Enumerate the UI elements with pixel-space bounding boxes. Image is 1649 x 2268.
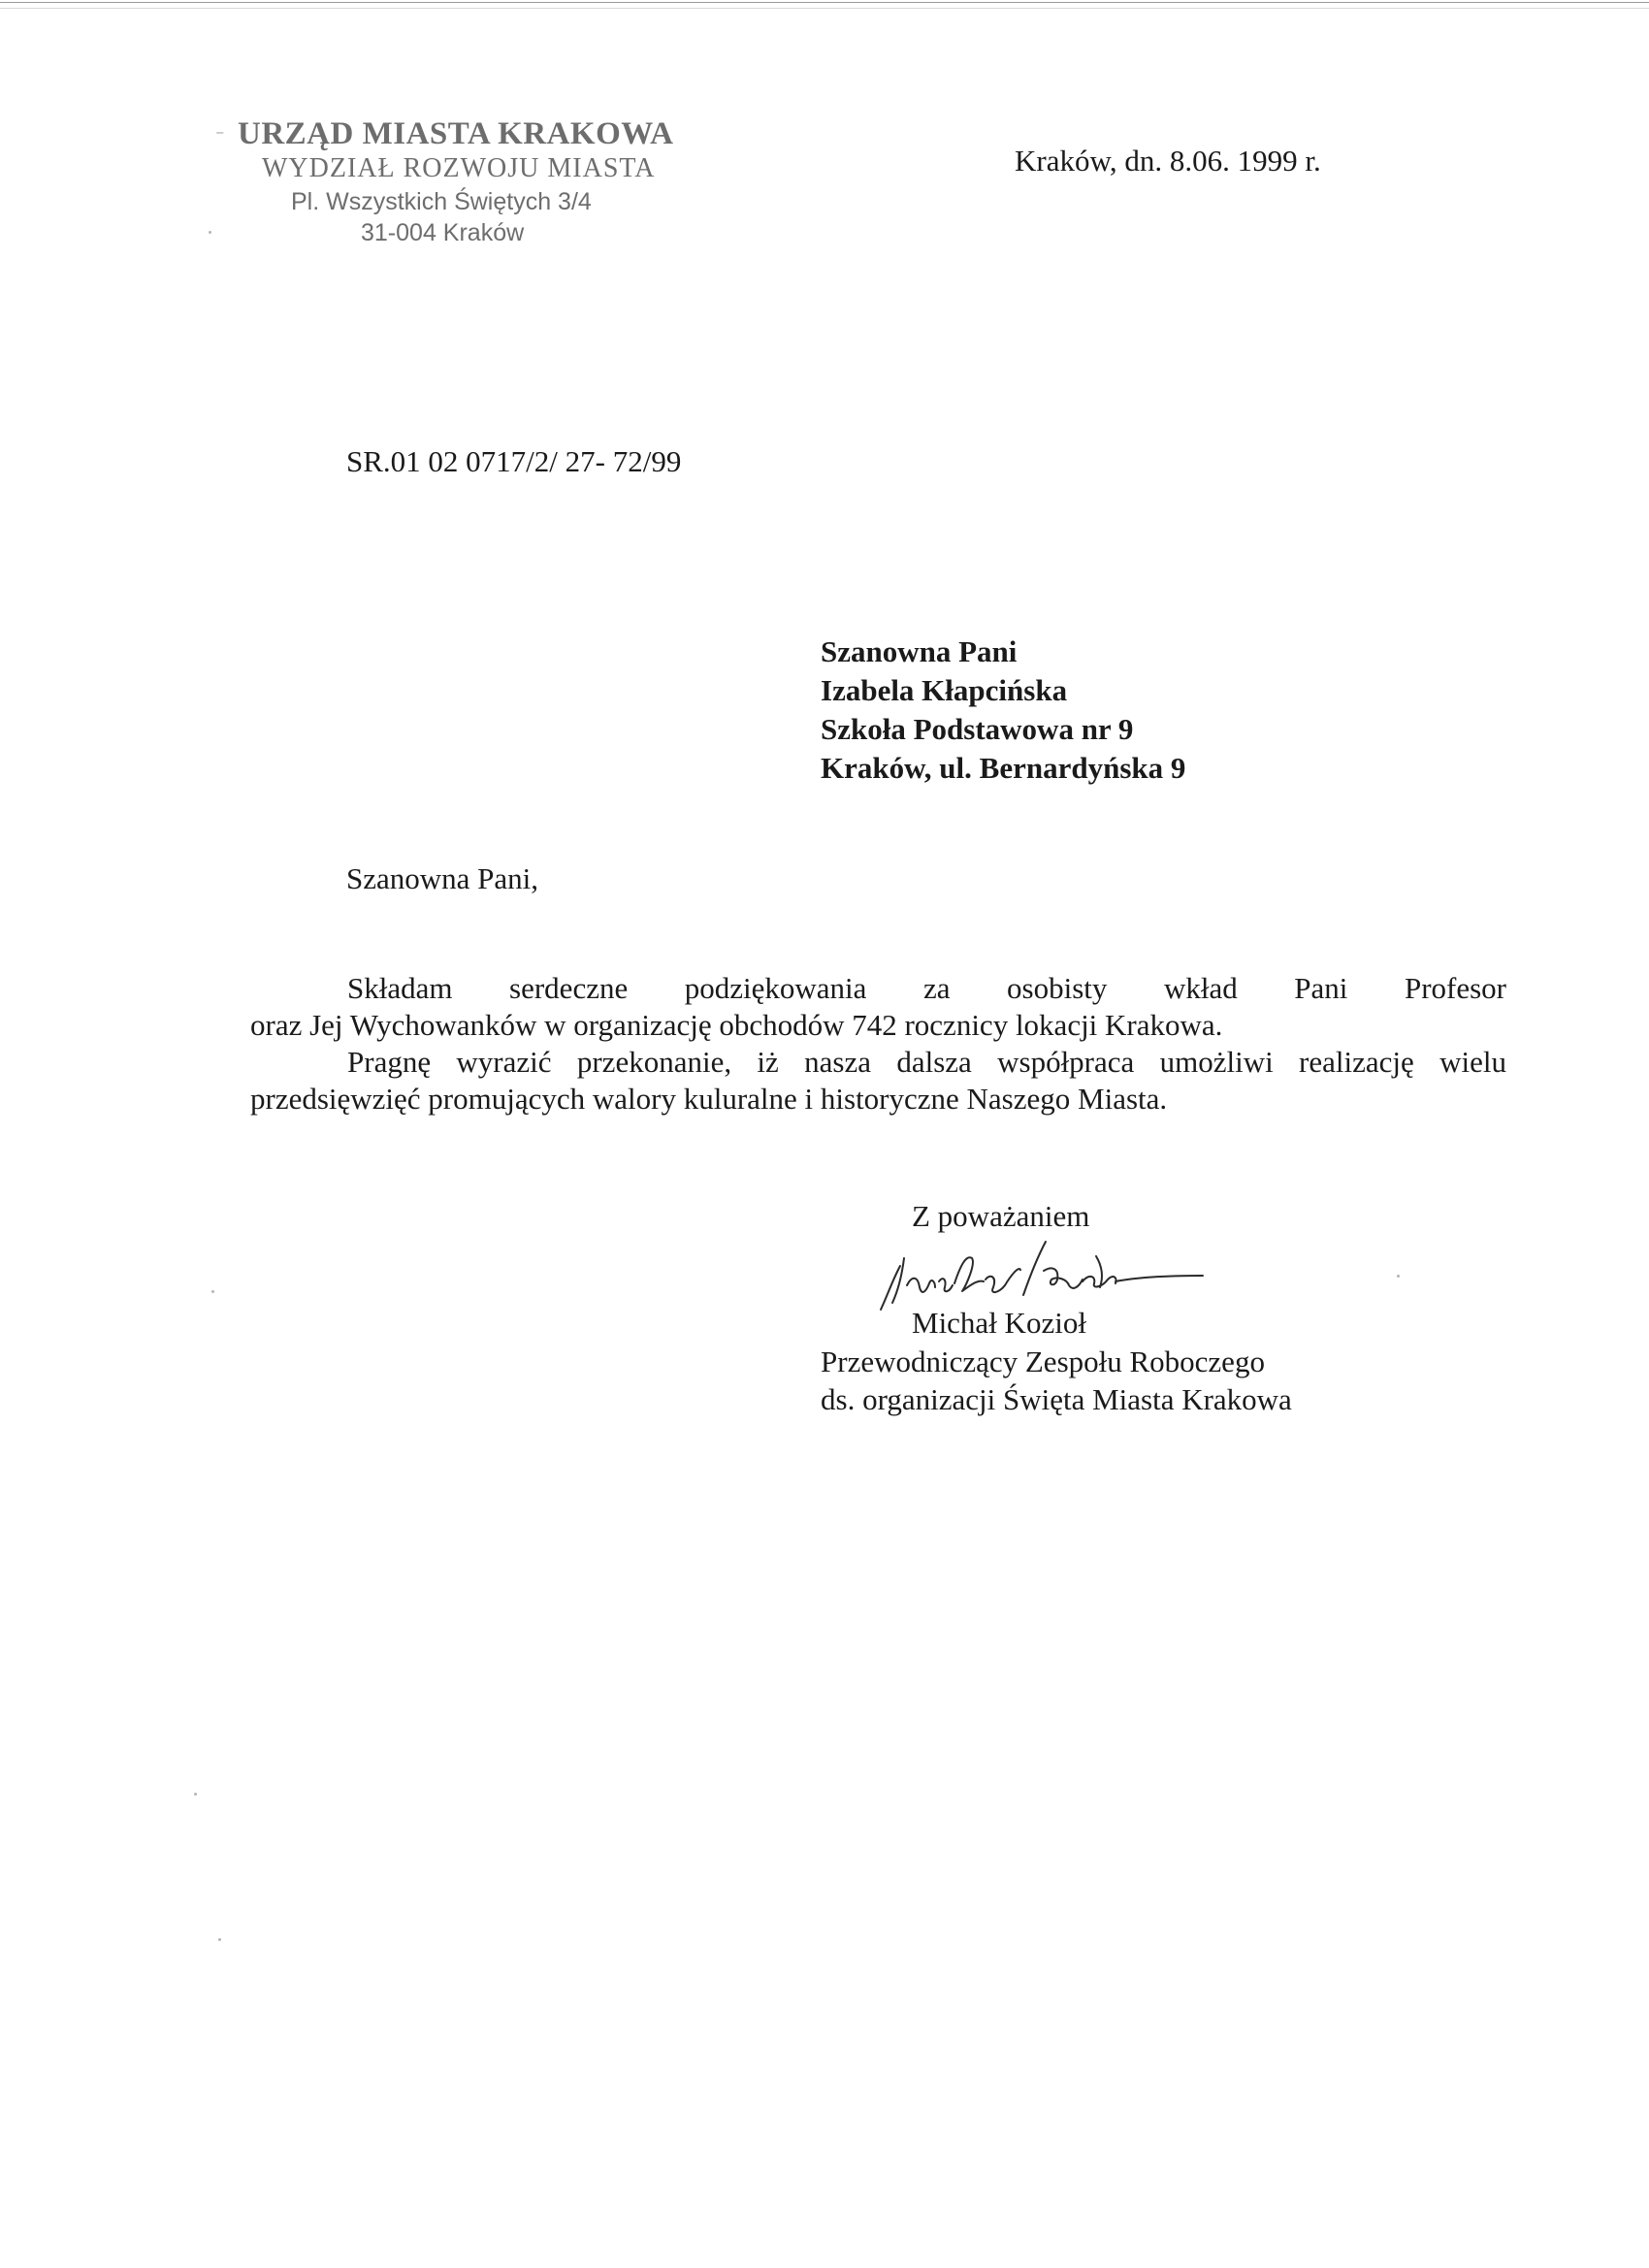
scan-speck	[1397, 1275, 1400, 1278]
stamp-mark: ⁻	[215, 126, 225, 146]
stamp-line-3: Pl. Wszystkich Świętych 3/4	[291, 188, 592, 215]
recipient-line: Szanowna Pani	[821, 634, 1018, 668]
scan-speck	[211, 1290, 214, 1293]
signer-title: ds. organizacji Święta Miasta Krakowa	[821, 1382, 1292, 1416]
salutation: Szanowna Pani,	[346, 861, 539, 895]
body-line: Składam serdeczne podziękowania za osobisty wkład Pani Profesor	[347, 971, 1506, 1005]
scan-speck	[194, 1793, 197, 1796]
stamp-line-2: WYDZIAŁ ROZWOJU MIASTA	[262, 153, 656, 183]
closing: Z poważaniem	[912, 1199, 1090, 1233]
scan-edge-line	[0, 2, 1649, 3]
recipient-line: Kraków, ul. Bernardyńska 9	[821, 751, 1186, 785]
body-line: Pragnę wyrazić przekonanie, iż nasza dalsza współpraca umożliwi realizację wielu	[347, 1045, 1506, 1079]
recipient-line: Izabela Kłapcińska	[821, 673, 1068, 707]
handwritten-signature	[854, 1237, 1222, 1314]
scan-speck	[218, 1938, 221, 1941]
scan-speck	[209, 231, 211, 234]
recipient-line: Szkoła Podstawowa nr 9	[821, 712, 1134, 746]
body-line: oraz Jej Wychowanków w organizację obchodów 742 rocznicy lokacji Krakowa.	[250, 1008, 1223, 1042]
body-line: przedsięwzięć promujących walory kuluralne i historyczne Naszego Miasta.	[250, 1082, 1168, 1116]
stamp-line-4: 31-004 Kraków	[361, 219, 525, 246]
letter-body	[250, 970, 1506, 1118]
signer-name: Michał Kozioł	[912, 1306, 1086, 1340]
recipient-address	[821, 632, 1185, 788]
letter-date: Kraków, dn. 8.06. 1999 r.	[1015, 144, 1321, 178]
reference-number: SR.01 02 0717/2/ 27- 72/99	[346, 444, 682, 478]
scan-edge-line	[0, 8, 1649, 9]
stamp-line-1: URZĄD MIASTA KRAKOWA	[238, 116, 674, 151]
signer-title: Przewodniczący Zespołu Roboczego	[821, 1345, 1265, 1378]
